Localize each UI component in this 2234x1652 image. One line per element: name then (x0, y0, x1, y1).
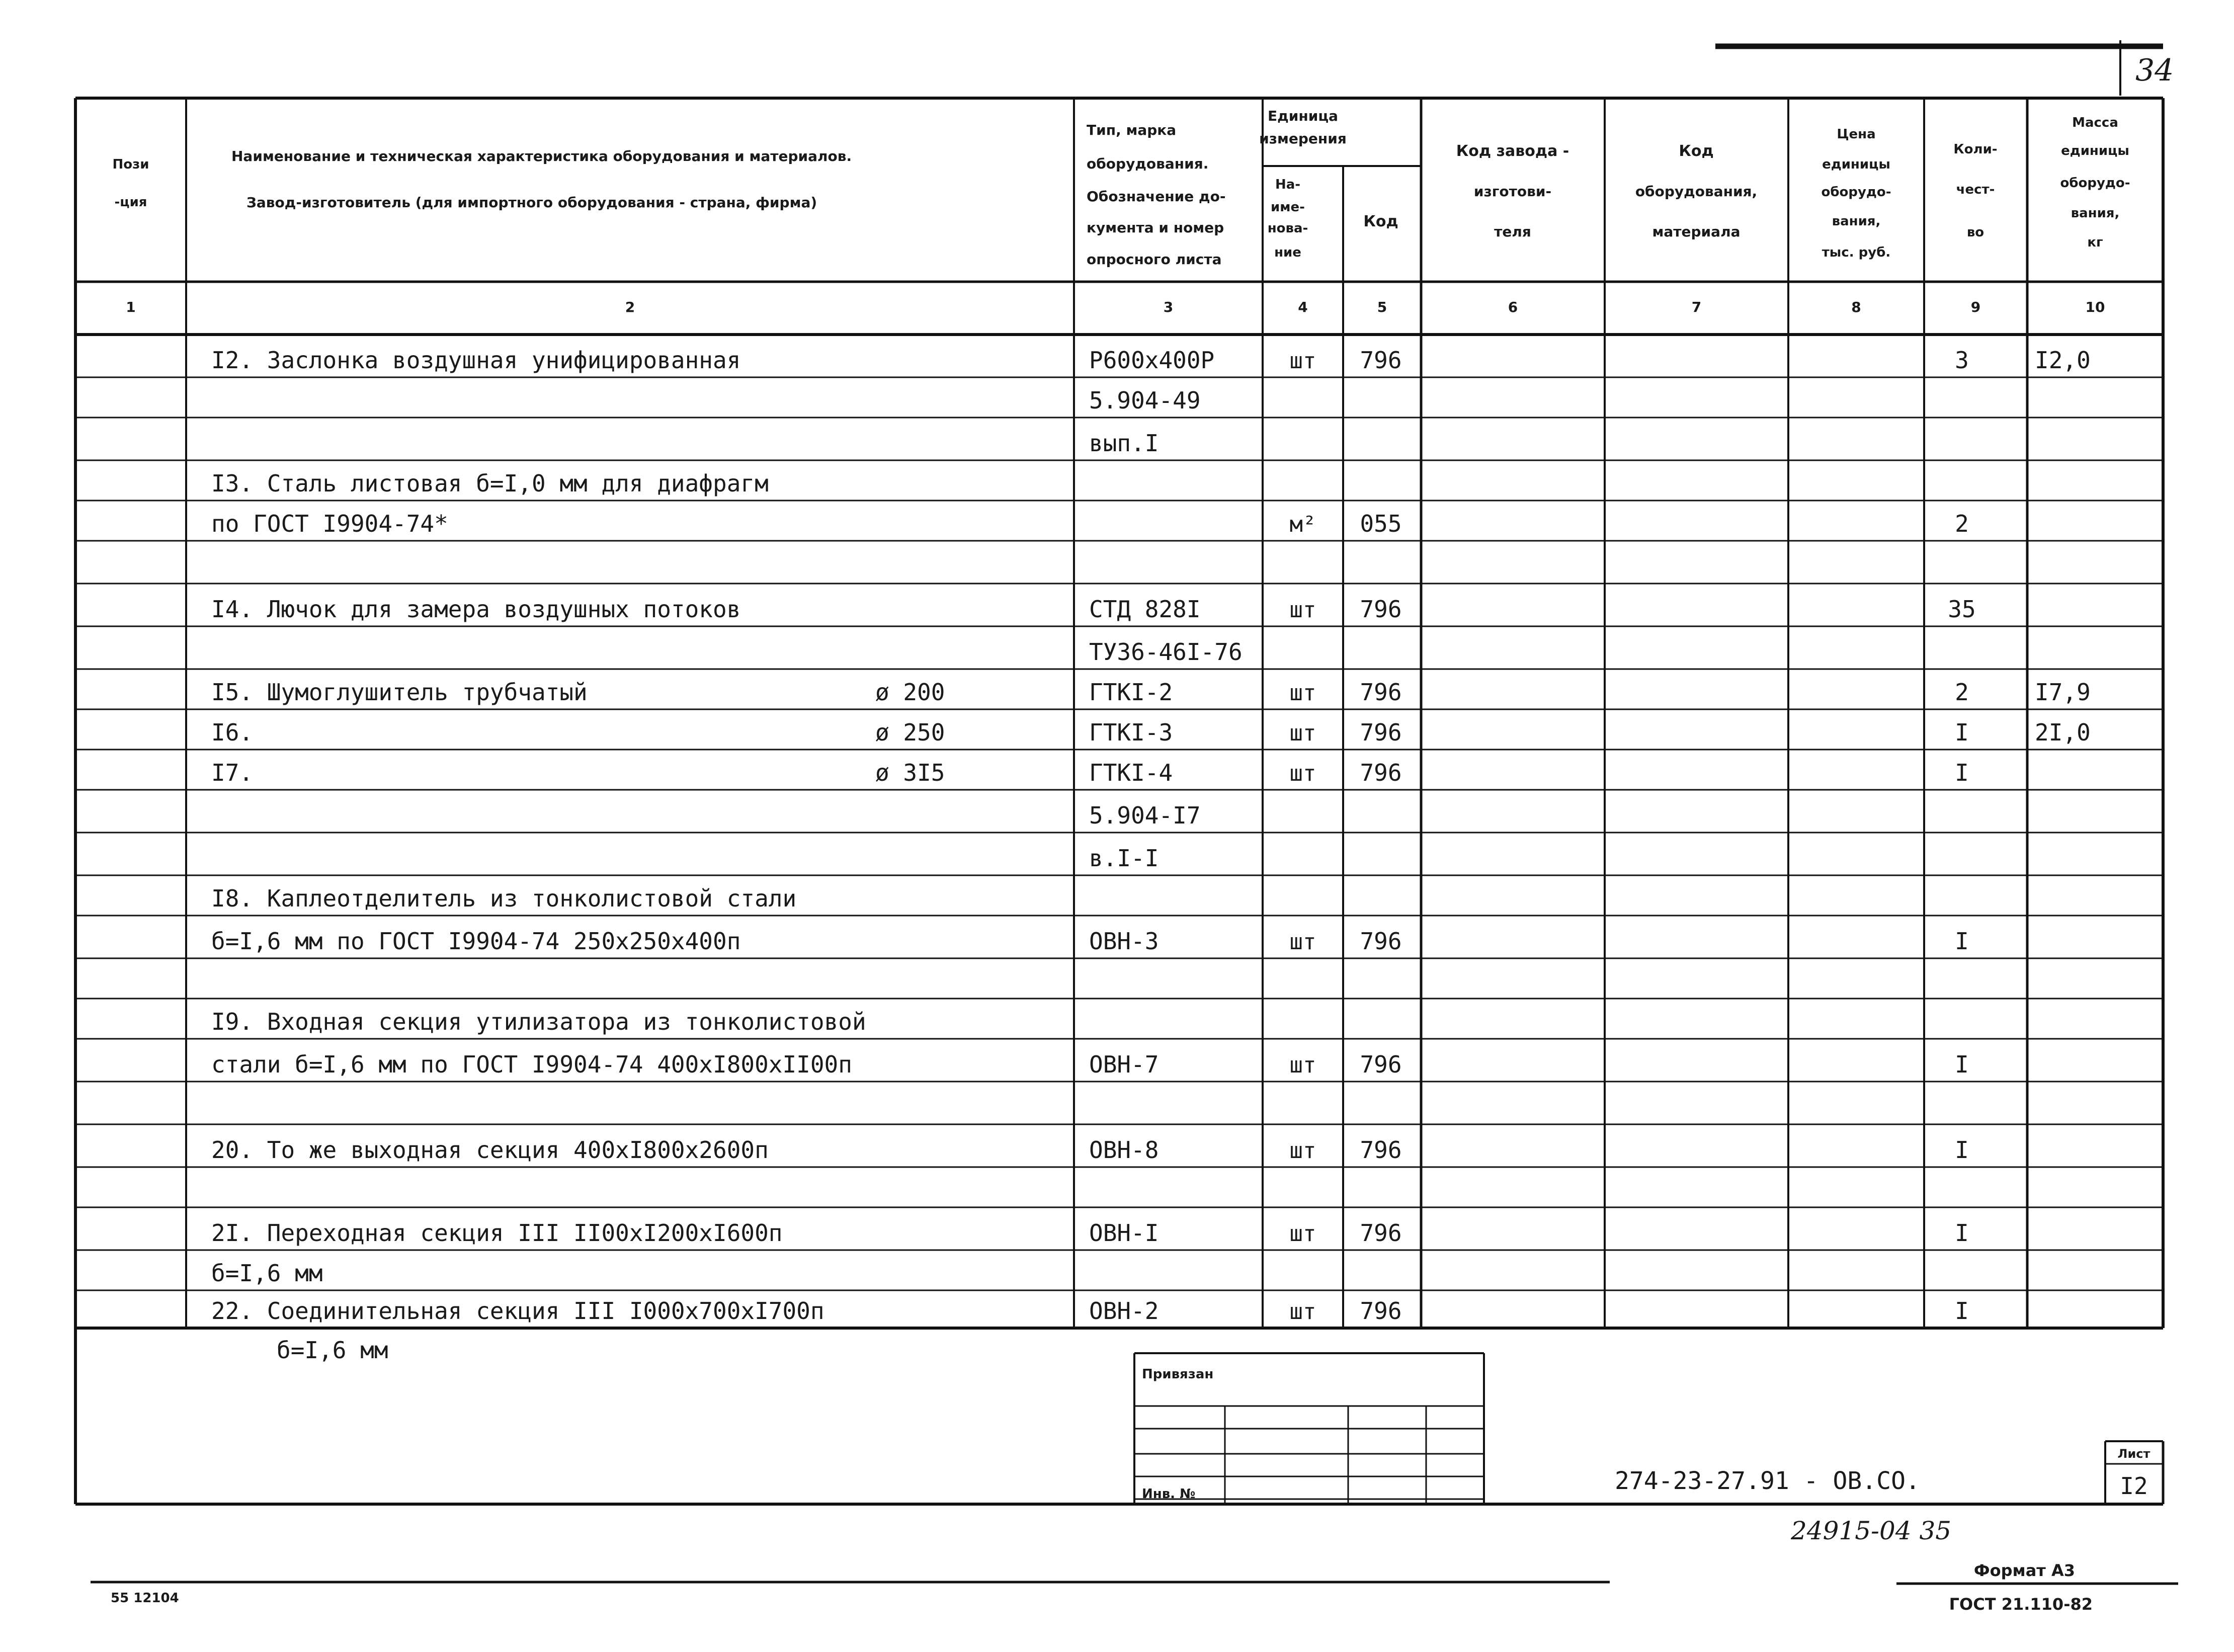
row-code: 055 (1360, 510, 1402, 537)
row-code: 796 (1360, 679, 1402, 706)
row-name: I6. (211, 719, 254, 746)
row-type: ОВН-8 (1089, 1136, 1159, 1164)
row-name: по ГОСТ I9904-74* (211, 510, 448, 537)
header-unit: Единица (1268, 108, 1338, 124)
header-unit-name: нова- (1267, 221, 1308, 236)
row-name: I3. Сталь листовая б=I,0 мм для диафрагм (211, 470, 769, 497)
row-diameter: ø 3I5 (875, 759, 945, 786)
row-code: 796 (1360, 928, 1402, 955)
header-unit-name: На- (1275, 177, 1301, 192)
header-qty: Коли- (1953, 142, 1998, 157)
row-qty: I (1955, 1297, 1969, 1325)
header-price: вания, (1832, 214, 1881, 229)
row-unit: шт (1289, 1052, 1316, 1078)
row-type: СТД 828I (1089, 596, 1201, 623)
row-unit: м² (1289, 512, 1316, 537)
handwritten-note: 24915-04 35 (1791, 1516, 1952, 1545)
row-unit: шт (1289, 680, 1316, 706)
header-qty: во (1966, 225, 1984, 240)
row-diameter: ø 250 (875, 719, 945, 746)
row-name: I2. Заслонка воздушная унифицированная (211, 347, 741, 374)
row-type: ОВН-2 (1089, 1297, 1159, 1325)
column-number: 1 (126, 299, 136, 315)
sheet-label: Лист (2117, 1447, 2150, 1461)
row-name: I8. Каплеотделитель из тонколистовой стали (211, 885, 797, 912)
trailing-line: б=I,6 мм (277, 1337, 388, 1364)
sheet-number: I2 (2120, 1472, 2148, 1500)
row-unit: шт (1289, 348, 1316, 374)
row-qty: I (1955, 759, 1969, 786)
column-number: 6 (1508, 299, 1518, 315)
row-name: 22. Соединительная секция III I000х700хI700п (211, 1297, 824, 1325)
header-equip-code: оборудования, (1635, 183, 1758, 200)
row-code: 796 (1360, 596, 1402, 623)
column-number: 2 (625, 299, 635, 315)
header-type: Обозначение до- (1087, 188, 1226, 205)
row-type: в.I-I (1089, 845, 1159, 872)
row-type: ГТКI-2 (1089, 679, 1173, 706)
header-mass: вания, (2071, 206, 2120, 221)
header-price: оборудо- (1821, 185, 1891, 200)
column-number: 10 (2085, 299, 2105, 315)
row-qty: I (1955, 928, 1969, 955)
header-unit: измерения (1259, 130, 1347, 147)
row-name: I9. Входная секция утилизатора из тонколистовой (211, 1008, 866, 1035)
row-code: 796 (1360, 347, 1402, 374)
row-name: I7. (211, 759, 254, 786)
row-unit: шт (1289, 597, 1316, 623)
header-price: тыс. руб. (1822, 245, 1891, 260)
row-type: 5.904-I7 (1089, 802, 1201, 829)
header-position: -ция (114, 195, 147, 210)
row-name: стали б=I,6 мм по ГОСТ I9904-74 400хI800хII00п (211, 1051, 852, 1078)
row-unit: шт (1289, 1138, 1316, 1164)
row-code: 796 (1360, 1051, 1402, 1078)
row-qty: I (1955, 1051, 1969, 1078)
header-mass: кг (2087, 235, 2103, 250)
row-name: I5. Шумоглушитель трубчатый (211, 679, 588, 706)
row-unit: шт (1289, 1221, 1316, 1247)
bound-label: Привязан (1142, 1367, 1214, 1382)
row-code: 796 (1360, 1136, 1402, 1164)
header-price: Цена (1837, 127, 1876, 142)
row-qty: I (1955, 1136, 1969, 1164)
row-type: 5.904-49 (1089, 387, 1201, 414)
row-qty: I (1955, 719, 1969, 746)
header-unit-name: ние (1274, 245, 1301, 260)
row-type: Р600х400Р (1089, 347, 1215, 374)
header-mass: оборудо- (2060, 176, 2130, 191)
row-code: 796 (1360, 1219, 1402, 1247)
header-manufacturer: Завод-изготовитель (для импортного оборудования - страна, фирма) (246, 194, 817, 211)
row-type: вып.I (1089, 430, 1159, 457)
column-number: 4 (1298, 299, 1308, 315)
header-plant-code: Код завода - (1456, 142, 1569, 160)
row-qty: 35 (1948, 596, 1976, 623)
format-label: Формат A3 (1973, 1561, 2075, 1580)
header-equip-code: материала (1652, 223, 1741, 240)
inventory-label: Инв. № (1142, 1486, 1196, 1502)
header-type: кумента и номер (1087, 219, 1224, 236)
row-name: б=I,6 мм (211, 1260, 323, 1287)
row-diameter: ø 200 (875, 679, 945, 706)
header-position: Пози (112, 157, 149, 172)
row-type: ОВН-I (1089, 1219, 1159, 1247)
header-name: Наименование и техническая характеристика оборудования и материалов. (231, 148, 852, 164)
row-qty: 3 (1955, 347, 1969, 374)
header-equip-code: Код (1679, 142, 1714, 160)
column-number: 9 (1970, 299, 1981, 315)
row-name: 2I. Переходная секция III II00хI200хI600п (211, 1219, 783, 1247)
column-number: 8 (1851, 299, 1861, 315)
row-mass: I2,0 (2035, 347, 2091, 374)
header-price: единицы (1822, 157, 1890, 172)
row-qty: 2 (1955, 510, 1969, 537)
row-type: ГТКI-4 (1089, 759, 1173, 786)
row-mass: I7,9 (2035, 679, 2091, 706)
row-type: ТУ36-46I-76 (1089, 638, 1243, 666)
header-type: оборудования. (1087, 155, 1209, 172)
header-type: опросного листа (1087, 251, 1222, 268)
document-code: 274-23-27.91 - ОВ.СО. (1615, 1467, 1920, 1495)
header-type: Тип, марка (1087, 122, 1177, 138)
row-code: 796 (1360, 1297, 1402, 1325)
corner-sheet-number: 34 (2135, 53, 2174, 88)
print-code: 55 12104 (111, 1591, 179, 1606)
row-unit: шт (1289, 720, 1316, 746)
header-mass: единицы (2061, 143, 2129, 158)
column-number: 7 (1691, 299, 1702, 315)
header-plant-code: изготови- (1473, 183, 1552, 200)
header-qty: чест- (1956, 182, 1995, 197)
format-standard: ГОСТ 21.110-82 (1949, 1595, 2093, 1614)
row-type: ГТКI-3 (1089, 719, 1173, 746)
row-code: 796 (1360, 719, 1402, 746)
row-code: 796 (1360, 759, 1402, 786)
header-mass: Масса (2072, 115, 2118, 130)
row-unit: шт (1289, 929, 1316, 955)
header-unit-code: Код (1363, 213, 1398, 230)
column-number: 3 (1163, 299, 1174, 315)
row-name: б=I,6 мм по ГОСТ I9904-74 250х250х400п (211, 928, 741, 955)
row-name: I4. Лючок для замера воздушных потоков (211, 596, 741, 623)
row-qty: 2 (1955, 679, 1969, 706)
row-mass: 2I,0 (2035, 719, 2091, 746)
row-qty: I (1955, 1219, 1969, 1247)
column-number: 5 (1377, 299, 1387, 315)
header-unit-name: име- (1271, 200, 1305, 215)
header-plant-code: теля (1494, 223, 1531, 240)
row-name: 20. То же выходная секция 400хI800х2600п (211, 1136, 769, 1164)
row-unit: шт (1289, 761, 1316, 786)
row-type: ОВН-3 (1089, 928, 1159, 955)
row-unit: шт (1289, 1299, 1316, 1325)
row-type: ОВН-7 (1089, 1051, 1159, 1078)
